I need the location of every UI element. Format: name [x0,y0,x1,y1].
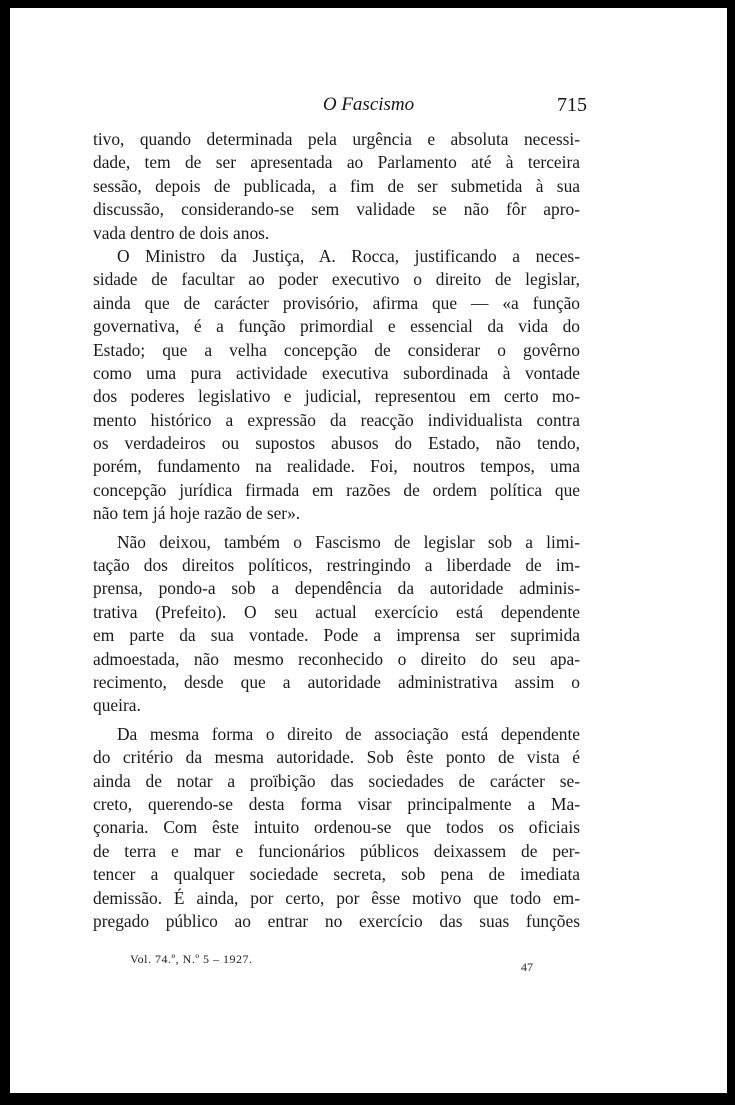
text-line: mento histórico a expressão da reacção individualista contra [93,409,580,430]
page-footer [10,952,727,982]
paragraph [93,531,580,718]
text-line: do critério da mesma autoridade. Sob êste ponto de vista é [93,747,580,768]
text-line: Não deixou, também o Fascismo de legislar sob a limi- [117,531,580,552]
text-line: recimento, desde que a autoridade administrativa assim o [93,671,580,692]
text-line: os verdadeiros ou supostos abusos do Estado, não tendo, [93,433,580,454]
text-line: ainda que de carácter provisório, afirma que — «a função [93,292,580,313]
signature-mark: 47 [521,960,533,974]
text-line: Estado; que a velha concepção de considerar o govêrno [93,339,580,360]
text-line: vada dentro de dois anos. [93,222,270,243]
paragraph [93,245,580,526]
text-line: concepção jurídica firmada em razões de ordem política que [93,479,580,500]
text-line: sessão, depois de publicada, a fim de ser submetida à sua [93,175,580,196]
text-line: prensa, pondo-a sob a dependência da autoridade adminis- [93,578,580,599]
text-line: discussão, considerando-se sem validade se não fôr apro- [93,199,580,220]
text-line: porém, fundamento na realidade. Foi, noutros tempos, uma [93,456,580,477]
text-line: como uma pura actividade executiva subordinada à vontade [93,362,580,383]
text-line: Da mesma forma o direito de associação está dependente [117,723,580,744]
text-line: governativa, é a função primordial e essencial da vida do [93,316,580,337]
text-line: admoestada, não mesmo reconhecido o direito do seu apa- [93,648,580,669]
text-line: tação dos direitos políticos, restringindo a liberdade de im- [93,555,580,576]
text-line: tencer a qualquer sociedade secreta, sob pena de imediata [93,864,580,885]
paragraph [93,723,580,934]
running-title: O Fascismo [322,94,415,115]
text-line: dos poderes legislativo e judicial, representou em certo mo- [93,386,580,407]
text-line: de terra e mar e funcionários públicos deixassem de per- [93,840,580,861]
page-header [10,94,727,124]
paragraph [93,128,580,245]
text-line: demissão. É ainda, por certo, por êsse motivo que todo em- [93,887,580,908]
text-line: O Ministro da Justiça, A. Rocca, justificando a neces- [117,245,580,266]
text-line: em parte da sua vontade. Pode a imprensa ser suprimida [93,625,580,646]
text-line: dade, tem de ser apresentada ao Parlamento até à terceira [93,152,580,173]
text-line: não tem já hoje razão de ser». [93,503,301,524]
text-line: pregado público ao entrar no exercício das suas funções [93,910,580,931]
text-line: queira. [93,695,141,716]
text-line: tivo, quando determinada pela urgência e absoluta necessi- [93,129,580,149]
volume-note: Vol. 74.º, N.º 5 – 1927. [130,952,253,966]
book-page [10,8,727,1093]
page-number: 715 [557,94,587,116]
text-line: ainda de notar a proïbição das sociedades de carácter se- [93,770,580,791]
text-line: sidade de facultar ao poder executivo o direito de legislar, [93,269,580,290]
body-text [93,128,580,933]
text-line: creto, querendo-se desta forma visar principalmente a Ma- [93,793,580,814]
text-line: trativa (Prefeito). O seu actual exercício está dependente [93,601,580,622]
text-line: çonaria. Com êste intuito ordenou-se que todos os oficiais [93,817,580,838]
